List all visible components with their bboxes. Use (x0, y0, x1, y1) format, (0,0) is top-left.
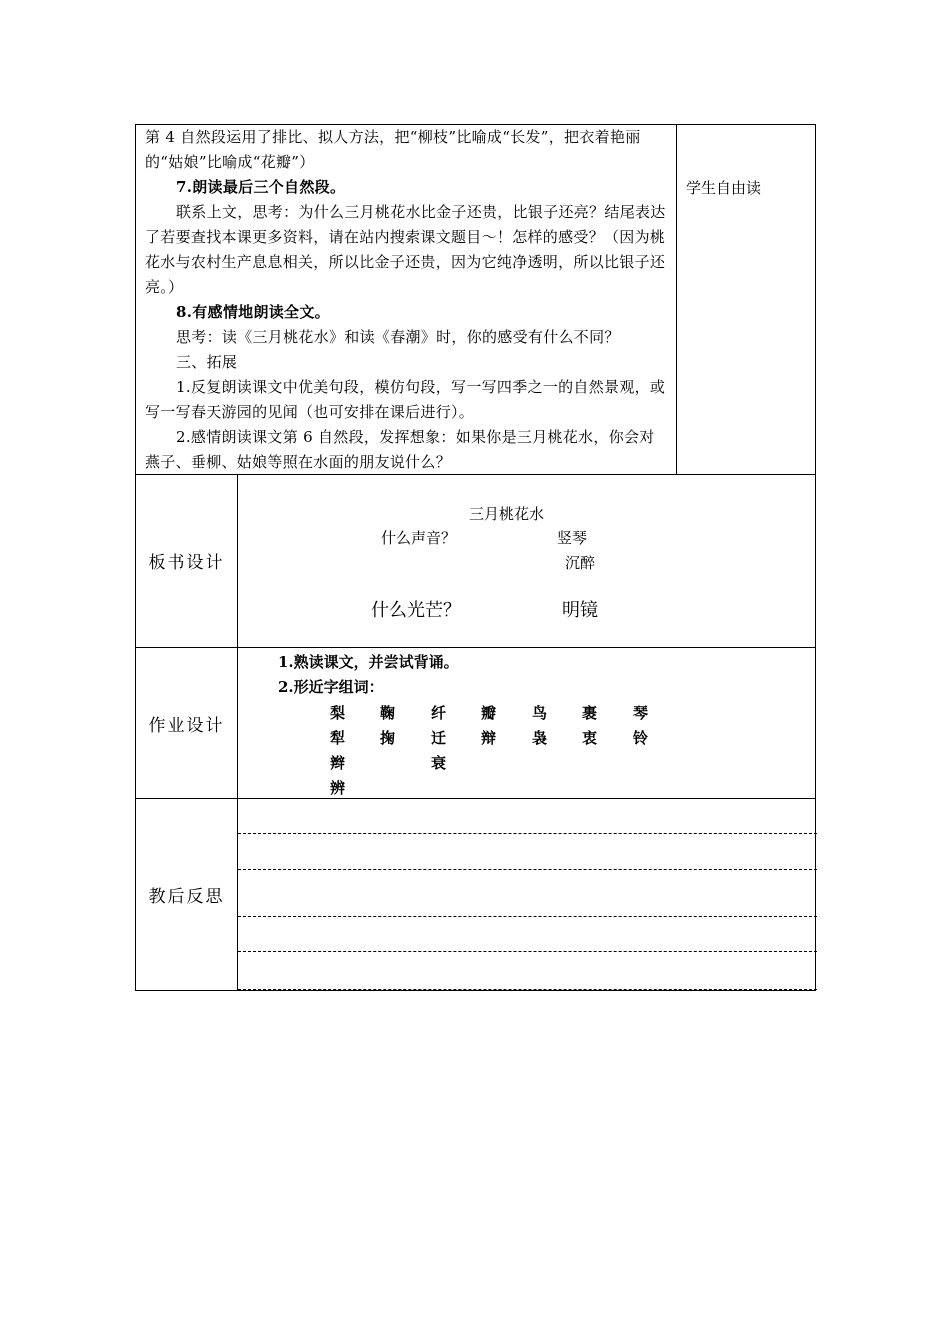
char: 衰 (431, 754, 447, 772)
board-design-content (238, 474, 815, 647)
char: 衷 (582, 729, 598, 747)
char: 袅 (532, 729, 548, 747)
board-answer-1b: 沉醉 (565, 554, 596, 572)
board-answer-2: 明镜 (562, 600, 598, 621)
paragraph: 8.有感情地朗读全文。 (176, 303, 330, 321)
writing-line (238, 833, 817, 834)
char: 鞠 (380, 704, 396, 722)
homework-design-label: 作业设计 (136, 648, 238, 798)
board-question-1: 什么声音？ (381, 529, 457, 547)
paragraph: 联系上文，思考：为什么三月桃花水比金子还贵，比银子还亮？结尾表达了若要查找本课更多资料，请在站内搜索课文题目～！怎样的感受？（因为桃花水与农村生产息息相关，所以比金子还贵，因为它纯净透明，所以比银子还亮。） (145, 203, 666, 296)
side-note-cell (678, 125, 815, 474)
paragraph: 第 4 自然段运用了排比、拟人方法，把“柳枝”比喻成“长发”，把衣着艳丽的“姑娘”比喻成“花瓣”） (145, 128, 641, 171)
char: 瓣 (481, 704, 497, 722)
reflection-row (135, 799, 816, 991)
char: 辩 (481, 729, 497, 747)
writing-line (238, 869, 817, 870)
reflection-lines[interactable] (238, 799, 815, 990)
paragraph: 1.反复朗读课文中优美句段，模仿句段，写一写四季之一的自然景观，或写一写春天游园的见闻（也可安排在课后进行）。 (145, 378, 666, 421)
side-note: 学生自由读 (686, 179, 762, 197)
writing-line (238, 951, 817, 952)
char: 辫 (330, 754, 346, 772)
char: 掬 (380, 729, 396, 747)
reflection-label: 教后反思 (136, 799, 238, 990)
board-question-2: 什么光芒？ (371, 600, 461, 621)
board-answer-1: 竖琴 (557, 529, 588, 547)
board-design-label: 板书设计 (136, 474, 238, 647)
homework-item-2: 2.形近字组词： (278, 678, 384, 696)
homework-design-row (135, 648, 816, 799)
homework-item-1: 1.熟读课文，并尝试背诵。 (278, 653, 459, 671)
char: 梨 (330, 704, 346, 722)
char: 裹 (582, 704, 598, 722)
char: 铃 (633, 729, 649, 747)
char: 纤 (431, 704, 447, 722)
writing-line (238, 989, 817, 990)
char: 犁 (330, 729, 346, 747)
lesson-content-cell (136, 125, 677, 474)
homework-design-content (238, 648, 815, 798)
writing-line (238, 916, 817, 917)
char: 琴 (633, 704, 649, 722)
section-heading: 三、拓展 (176, 353, 238, 371)
lesson-content-row (135, 124, 816, 475)
char: 鸟 (532, 704, 548, 722)
paragraph: 7.朗读最后三个自然段。 (176, 178, 346, 196)
char: 迁 (431, 729, 447, 747)
char: 辨 (330, 779, 346, 797)
board-design-row (135, 474, 816, 648)
paragraph: 2.感情朗读课文第 6 自然段，发挥想象：如果你是三月桃花水，你会对燕子、垂柳、姑娘等照在水面的朋友说什么？ (145, 428, 655, 471)
paragraph: 思考：读《三月桃花水》和读《春潮》时，你的感受有什么不同？ (176, 328, 620, 346)
board-title: 三月桃花水 (469, 505, 545, 523)
